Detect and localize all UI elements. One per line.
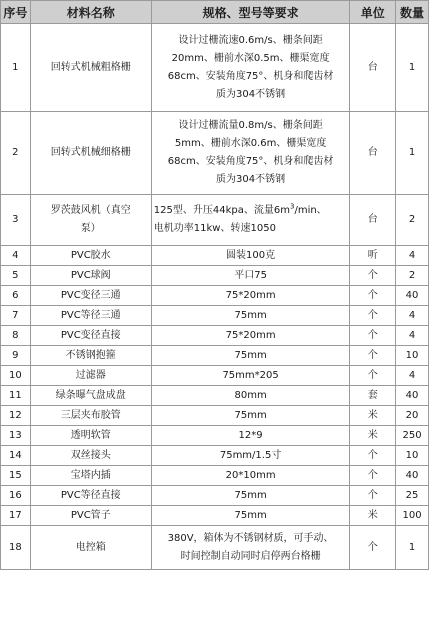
table-row [1,246,429,266]
cell-no: 6 [1,286,31,306]
cell-unit: 个 [350,326,396,346]
cell-no: 12 [1,406,31,426]
cell-name: 电控箱 [30,526,151,570]
cell-qty: 10 [396,346,429,366]
cell-no: 14 [1,446,31,466]
spec-line: 5mm、栅前水深0.6m、栅渠宽度 [174,138,327,149]
cell-no: 17 [1,506,31,526]
table-row [1,426,429,446]
cell-unit: 个 [350,346,396,366]
cell-spec: 75mm [151,306,350,326]
table-row [1,526,429,570]
cell-no: 11 [1,386,31,406]
cell-qty: 40 [396,386,429,406]
cell-name: 回转式机械细格栅 [30,112,151,195]
cell-qty: 250 [396,426,429,446]
cell-qty: 40 [396,466,429,486]
cell-spec: 12*9 [151,426,350,446]
cell-no: 3 [1,195,31,246]
cell-name: 不锈钢抱箍 [30,346,151,366]
cell-spec: 75mm*205 [151,366,350,386]
cell-name: 过滤器 [30,366,151,386]
header-qty: 数量 [396,1,429,24]
cell-name: PVC胶水 [30,246,151,266]
cell-no: 8 [1,326,31,346]
cell-no: 1 [1,24,31,112]
cell-qty: 4 [396,306,429,326]
cell-spec: 75mm [151,346,350,366]
cell-unit: 台 [350,195,396,246]
cell-no: 9 [1,346,31,366]
cell-qty: 100 [396,506,429,526]
spec-line: 时间控制自动同时启停两台格栅 [180,550,321,562]
cell-spec: 80mm [151,386,350,406]
table-row [1,346,429,366]
cell-name: 双丝接头 [30,446,151,466]
spec-line: 设计过栅流量0.8m/s、栅条间距 [178,120,323,131]
cell-unit: 个 [350,266,396,286]
header-unit: 单位 [350,1,396,24]
cell-name: PVC等径三通 [30,306,151,326]
cell-qty: 4 [396,246,429,266]
cell-unit: 个 [350,286,396,306]
cell-qty: 2 [396,195,429,246]
cell-qty: 2 [396,266,429,286]
cell-unit: 个 [350,466,396,486]
cell-unit: 台 [350,112,396,195]
cell-name: PVC管子 [30,506,151,526]
cell-unit: 米 [350,506,396,526]
cell-unit: 米 [350,406,396,426]
spec-line: 68cm、安装角度75°、机身和爬齿材 [167,156,334,167]
cell-spec [151,24,350,112]
cell-spec: 75*20mm [151,286,350,306]
cell-name: 三层夹布胶管 [30,406,151,426]
name-line: 泵） [80,223,101,234]
cell-qty: 4 [396,366,429,386]
cell-name: PVC球阀 [30,266,151,286]
header-no: 序号 [1,1,31,24]
spec-line: 质为304不锈钢 [216,174,286,185]
spec-line [154,202,348,220]
table-row [1,306,429,326]
table-row [1,406,429,426]
cell-name: 绿条曝气盘成盘 [30,386,151,406]
spec-line: 设计过栅流速0.6m/s、栅条间距 [178,34,323,46]
cell-qty: 1 [396,112,429,195]
spec-line: 电机功率11kw、转速1050 [153,223,276,234]
cell-name: 透明软管 [30,426,151,446]
table-row [1,366,429,386]
cell-spec: 平口75 [151,266,350,286]
cell-qty: 1 [396,24,429,112]
cell-qty: 25 [396,486,429,506]
table-row [1,386,429,406]
header-spec: 规格、型号等要求 [151,1,350,24]
cell-qty: 1 [396,526,429,570]
cell-unit: 米 [350,426,396,446]
cell-no: 13 [1,426,31,446]
cell-name: 回转式机械粗格栅 [30,24,151,112]
cell-no: 2 [1,112,31,195]
spec-line: 20mm、栅前水深0.5m、栅渠宽度 [171,52,330,64]
cell-spec: 75mm [151,486,350,506]
cell-name: PVC等径直接 [30,486,151,506]
cell-spec [151,195,350,246]
table-row [1,112,429,195]
cell-spec: 75mm [151,406,350,426]
cell-qty: 4 [396,326,429,346]
table-row [1,286,429,306]
cell-no: 4 [1,246,31,266]
header-row [1,1,429,24]
cell-spec [151,526,350,570]
spec-line: 68cm、安装角度75°、机身和爬齿材 [167,70,334,82]
cell-no: 7 [1,306,31,326]
cell-qty: 10 [396,446,429,466]
cell-unit: 个 [350,306,396,326]
cell-name: 宝塔内插 [30,466,151,486]
cell-spec: 圆装100克 [151,246,350,266]
cell-spec: 20*10mm [151,466,350,486]
header-name: 材料名称 [30,1,151,24]
table-row [1,486,429,506]
cell-unit: 套 [350,386,396,406]
spec-text: 125型、升压44kpa、流量6m [153,205,290,216]
cell-spec: 75*20mm [151,326,350,346]
table-row [1,24,429,112]
cell-spec: 75mm [151,506,350,526]
cell-no: 16 [1,486,31,506]
cell-unit: 个 [350,486,396,506]
cell-no: 5 [1,266,31,286]
cell-qty: 40 [396,286,429,306]
cell-name: PVC变径三通 [30,286,151,306]
spec-line: 380V，箱体为不锈钢材质，可手动、 [167,532,334,544]
table-row [1,195,429,246]
cell-spec [151,112,350,195]
cell-unit: 台 [350,24,396,112]
cell-spec: 75mm/1.5寸 [151,446,350,466]
cell-unit: 个 [350,366,396,386]
spec-text: /min、 [294,205,327,216]
table-row [1,326,429,346]
cell-unit: 个 [350,526,396,570]
name-line: 罗茨鼓风机（真空 [50,205,131,216]
cell-unit: 听 [350,246,396,266]
cell-no: 15 [1,466,31,486]
cell-name: PVC变径直接 [30,326,151,346]
spec-superscript: 3 [289,202,295,211]
cell-no: 18 [1,526,31,570]
table-row [1,466,429,486]
cell-qty: 20 [396,406,429,426]
table-row [1,266,429,286]
spec-line: 质为304不锈钢 [216,88,286,100]
table-row [1,506,429,526]
cell-name [30,195,151,246]
cell-no: 10 [1,366,31,386]
table-row [1,446,429,466]
cell-unit: 个 [350,446,396,466]
